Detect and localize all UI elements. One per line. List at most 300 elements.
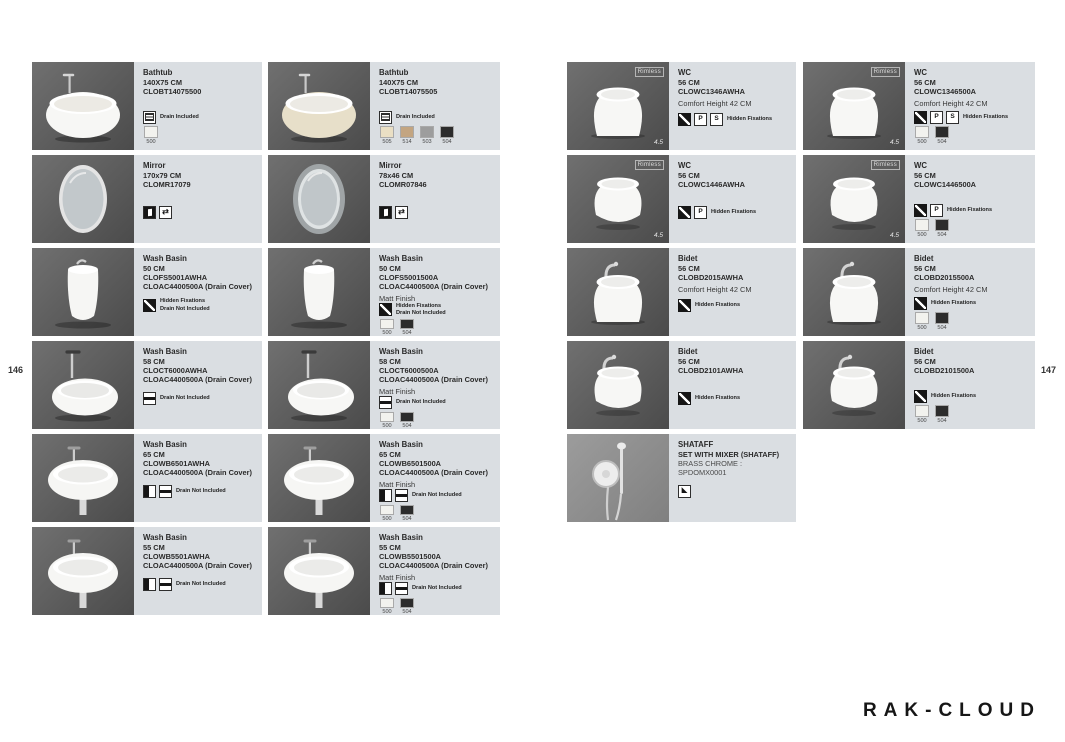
product-photo (567, 341, 669, 429)
swatch-code: 505 (382, 139, 392, 146)
product-column-1 (32, 62, 262, 615)
product-code: CLOBT14075500 (143, 86, 202, 96)
flush-volume-badge: 4.5 (889, 232, 899, 239)
flush-volume-badge: 4.5 (653, 139, 663, 146)
icon-row (678, 206, 707, 219)
product-card (567, 248, 796, 336)
hidden-fixations-icon (914, 111, 927, 124)
product-code: CLOWB5501500A (379, 551, 442, 561)
color-swatches (143, 126, 257, 146)
color-swatch (934, 312, 950, 332)
product-code: CLOBD2101AWHA (678, 365, 744, 375)
icon-labels (695, 302, 740, 308)
swatch-square (380, 319, 394, 329)
color-swatches (914, 126, 1030, 146)
product-photo-illustration (268, 527, 370, 615)
product-size: 58 CM (379, 356, 401, 366)
product-photo-illustration (803, 341, 905, 429)
icon-row (678, 485, 691, 498)
swatch-code: 500 (382, 515, 392, 522)
drain-not-included-icon (395, 582, 408, 595)
product-photo (268, 341, 370, 429)
product-code: CLOFS5001500A (379, 272, 439, 282)
feature-icons (143, 110, 257, 124)
product-photo-illustration (567, 248, 669, 336)
feature-icons (678, 484, 791, 498)
product-photo-illustration (32, 248, 134, 336)
product-code: CLOCT6000500A (379, 365, 439, 375)
rimless-badge: Rimless (871, 67, 900, 77)
product-card (32, 155, 262, 243)
product-card (268, 527, 500, 615)
reversible-icon (395, 206, 408, 219)
color-swatch (399, 598, 415, 615)
product-code: CLOWB6501500A (379, 458, 442, 468)
product-card (567, 62, 796, 150)
product-info (370, 527, 500, 615)
color-swatch (399, 505, 415, 522)
swatch-code: 500 (382, 422, 392, 429)
wall-hung-icon (379, 582, 392, 595)
icon-label: Drain Included (160, 113, 199, 120)
product-info (669, 434, 796, 522)
feature-icons (143, 391, 257, 405)
product-code: CLOAC4400500A (Drain Cover) (143, 374, 252, 384)
feature-icons (379, 582, 495, 596)
product-size: 65 CM (379, 449, 401, 459)
icon-label: Hidden Fixations (931, 392, 977, 399)
product-photo (567, 248, 669, 336)
product-card (567, 155, 796, 243)
product-size: 56 CM (914, 263, 936, 273)
swatch-code: 504 (937, 325, 947, 332)
hidden-fixations-icon (678, 206, 691, 219)
drain-included-icon (143, 111, 156, 124)
product-info (669, 62, 796, 150)
swatch-code: 500 (382, 329, 392, 336)
icon-label: Hidden Fixations (396, 302, 442, 309)
icon-row (143, 299, 156, 312)
icon-labels (947, 207, 992, 213)
product-title: Wash Basin (143, 533, 187, 542)
product-photo-illustration (268, 155, 370, 243)
icon-labels (931, 300, 976, 306)
p-trap-icon (694, 113, 707, 126)
icon-row (379, 582, 408, 595)
product-code: CLOMR07846 (379, 179, 427, 189)
color-swatches (678, 128, 791, 146)
icon-row (379, 111, 392, 124)
finish-note: Matt Finish (379, 572, 416, 582)
product-photo (268, 434, 370, 522)
product-card (567, 341, 796, 429)
wall-hung-icon (143, 578, 156, 591)
product-column-3 (567, 62, 796, 522)
product-size: 56 CM (678, 263, 700, 273)
icon-row (379, 396, 392, 409)
product-subline: SPDOMX0001 (678, 467, 727, 477)
color-swatch (399, 412, 415, 429)
product-card (268, 155, 500, 243)
s-trap-icon (946, 111, 959, 124)
color-swatches (379, 505, 495, 522)
feature-icons (379, 489, 495, 503)
color-swatch (379, 319, 395, 336)
swatch-square (400, 126, 414, 138)
product-card (268, 434, 500, 522)
color-swatches (914, 219, 1030, 239)
product-info (134, 434, 262, 522)
product-title: WC (914, 68, 927, 77)
product-size: 55 CM (143, 542, 165, 552)
product-photo (32, 341, 134, 429)
color-swatches (914, 312, 1030, 332)
swatch-square (380, 126, 394, 138)
product-card (803, 341, 1035, 429)
icon-label: Hidden Fixations (963, 113, 1009, 120)
product-code: CLOAC4400500A (Drain Cover) (379, 281, 488, 291)
product-code: CLOWC1446500A (914, 179, 977, 189)
product-title: Bathtub (143, 68, 173, 77)
icon-label: Hidden Fixations (160, 298, 206, 305)
product-photo (32, 62, 134, 150)
product-photo-illustration (32, 155, 134, 243)
drain-not-included-icon (395, 489, 408, 502)
product-column-2 (268, 62, 500, 615)
product-photo-illustration (268, 62, 370, 150)
product-photo (32, 248, 134, 336)
product-size: 58 CM (143, 356, 165, 366)
icon-labels (396, 399, 446, 405)
color-swatch (934, 405, 950, 425)
product-photo-illustration (32, 62, 134, 150)
feature-icons (143, 205, 257, 219)
icon-labels (412, 585, 462, 591)
product-photo (567, 434, 669, 522)
product-photo (803, 155, 905, 243)
icon-label: Hidden Fixations (727, 115, 773, 122)
feature-icons (143, 298, 257, 312)
swatch-code: 500 (917, 232, 927, 239)
drain-not-included-icon (159, 578, 172, 591)
product-photo (803, 341, 905, 429)
color-swatches (379, 126, 495, 146)
product-card (32, 248, 262, 336)
product-title: Wash Basin (143, 440, 187, 449)
product-title: Bidet (914, 254, 934, 263)
hidden-fixations-icon (678, 392, 691, 405)
swatch-code: 504 (402, 422, 412, 429)
feature-icons (143, 577, 257, 591)
comfort-height-note: Comfort Height 42 CM (678, 98, 752, 108)
feature-icons (914, 296, 1030, 310)
color-swatches (678, 221, 791, 239)
icon-labels (176, 581, 226, 587)
page-number-right: 147 (1040, 365, 1056, 375)
page-number-left: 146 (8, 365, 24, 375)
drain-not-included-icon (159, 485, 172, 498)
product-photo (567, 155, 669, 243)
swatch-code: 500 (917, 139, 927, 146)
product-card (268, 341, 500, 429)
swatch-code: 500 (917, 418, 927, 425)
color-swatch (379, 126, 395, 146)
product-info (370, 434, 500, 522)
drain-not-included-icon (143, 392, 156, 405)
swatch-square (915, 312, 929, 324)
product-title: Mirror (143, 161, 166, 170)
product-code: CLOWC1446AWHA (678, 179, 745, 189)
product-title: Wash Basin (143, 347, 187, 356)
swatch-code: 500 (917, 325, 927, 332)
product-info (669, 155, 796, 243)
swatch-square (400, 412, 414, 422)
hidden-fixations-icon (678, 299, 691, 312)
product-photo-illustration (567, 341, 669, 429)
icon-row (143, 206, 172, 219)
color-swatches (379, 319, 495, 336)
feature-icons (914, 110, 1030, 124)
icon-label: Hidden Fixations (695, 394, 741, 401)
icon-label: Hidden Fixations (711, 208, 757, 215)
wall-hung-icon (143, 485, 156, 498)
brand-logo: RAK-CLOUD (862, 700, 1041, 721)
product-card (32, 62, 262, 150)
product-size: 170x79 CM (143, 170, 182, 180)
color-swatches (379, 412, 495, 429)
swatch-code: 504 (402, 515, 412, 522)
color-swatch (914, 405, 930, 425)
product-photo (32, 527, 134, 615)
product-info (134, 341, 262, 429)
swatch-square (380, 412, 394, 422)
product-photo (32, 434, 134, 522)
hidden-fixations-icon (678, 113, 691, 126)
rimless-badge: Rimless (635, 67, 664, 77)
color-swatches (678, 500, 791, 518)
product-photo (803, 62, 905, 150)
swatch-square (915, 126, 929, 138)
product-photo-illustration (32, 527, 134, 615)
color-swatch (399, 126, 415, 146)
product-code: CLOWB5501AWHA (143, 551, 210, 561)
color-swatch (379, 598, 395, 615)
rimless-badge: Rimless (635, 160, 664, 170)
swatch-code: 514 (402, 139, 412, 146)
color-swatch (379, 505, 395, 522)
product-title: Bidet (914, 347, 934, 356)
swatch-code: 503 (422, 139, 432, 146)
swatch-square (380, 598, 394, 608)
product-subline: BRASS CHROME : (678, 458, 743, 468)
product-title: Wash Basin (379, 347, 423, 356)
product-title: Bidet (678, 347, 698, 356)
feature-icons (914, 389, 1030, 403)
product-title: Wash Basin (379, 533, 423, 542)
icon-labels (176, 488, 226, 494)
product-column-4 (803, 62, 1035, 429)
icon-row (914, 297, 927, 310)
product-title: Mirror (379, 161, 402, 170)
swatch-square (400, 598, 414, 608)
color-swatch (914, 312, 930, 332)
color-swatches (143, 221, 257, 239)
hidden-fixations-icon (379, 303, 392, 316)
s-trap-icon (710, 113, 723, 126)
swatch-code: 500 (146, 139, 156, 146)
product-code: CLOAC4400500A (Drain Cover) (379, 560, 488, 570)
finish-note: Matt Finish (379, 479, 416, 489)
color-swatches (379, 598, 495, 615)
product-code: CLOBT14075505 (379, 86, 438, 96)
product-card (32, 434, 262, 522)
icon-row (678, 113, 723, 126)
finish-note: Matt Finish (379, 386, 416, 396)
product-card (803, 248, 1035, 336)
product-code: CLOWB6501AWHA (143, 458, 210, 468)
color-swatches (143, 407, 257, 425)
icon-label: Hidden Fixations (695, 301, 741, 308)
product-title: SHATAFF (678, 440, 714, 449)
product-code: CLOAC4400500A (Drain Cover) (379, 467, 488, 477)
swatch-square (420, 126, 434, 138)
product-info (905, 62, 1035, 150)
p-trap-icon (930, 111, 943, 124)
comfort-height-note: Comfort Height 42 CM (678, 284, 752, 294)
icon-label: Drain Not Included (412, 492, 462, 499)
color-swatch (914, 126, 930, 146)
wall-hung-icon (379, 489, 392, 502)
hidden-fixations-icon (914, 297, 927, 310)
reversible-icon (159, 206, 172, 219)
product-photo-illustration (803, 248, 905, 336)
product-card (567, 434, 796, 522)
icon-label: Drain Not Included (412, 585, 462, 592)
product-card (803, 155, 1035, 243)
feature-icons (914, 203, 1030, 217)
icon-label: Drain Not Included (176, 580, 226, 587)
color-swatch (143, 126, 159, 146)
product-code: CLOWC1346AWHA (678, 86, 745, 96)
wall-mirror-icon (379, 206, 392, 219)
product-title: Wash Basin (143, 254, 187, 263)
swatch-code: 504 (937, 139, 947, 146)
swatch-code: 504 (937, 418, 947, 425)
swatch-code: 504 (402, 329, 412, 336)
product-photo-illustration (567, 434, 669, 522)
icon-labels (727, 116, 772, 122)
flush-volume-badge: 4.5 (653, 232, 663, 239)
product-info (905, 155, 1035, 243)
color-swatches (678, 314, 791, 332)
flush-volume-badge: 4.5 (889, 139, 899, 146)
product-size: 56 CM (678, 170, 700, 180)
icon-row (914, 204, 943, 217)
swatch-square (440, 126, 454, 138)
product-code: CLOAC4400500A (Drain Cover) (143, 467, 252, 477)
feature-icons (379, 205, 495, 219)
icon-labels (711, 209, 756, 215)
icon-label: Drain Not Included (176, 487, 226, 494)
color-swatches (143, 500, 257, 518)
product-photo-illustration (268, 434, 370, 522)
product-info (134, 155, 262, 243)
hidden-fixations-icon (143, 299, 156, 312)
product-photo-illustration (268, 248, 370, 336)
swatch-square (144, 126, 158, 138)
wall-mirror-icon (143, 206, 156, 219)
product-size: 56 CM (914, 356, 936, 366)
product-photo-illustration (32, 341, 134, 429)
product-photo (567, 62, 669, 150)
swatch-code: 504 (402, 608, 412, 615)
product-code: CLOMR17079 (143, 179, 191, 189)
swatch-square (400, 505, 414, 515)
product-size: 55 CM (379, 542, 401, 552)
icon-row (678, 392, 691, 405)
swatch-square (935, 312, 949, 324)
feature-icons (379, 303, 495, 317)
feature-icons (379, 396, 495, 410)
icon-labels (160, 114, 199, 120)
product-size: 140X75 CM (379, 77, 419, 87)
product-info (370, 155, 500, 243)
feature-icons (678, 298, 791, 312)
product-code: CLOFS5001AWHA (143, 272, 208, 282)
product-card (803, 62, 1035, 150)
color-swatch (439, 126, 455, 146)
icon-row (143, 485, 172, 498)
comfort-height-note: Comfort Height 42 CM (914, 284, 988, 294)
icon-row (379, 303, 392, 316)
product-size: 50 CM (379, 263, 401, 273)
icon-label: Drain Included (396, 113, 435, 120)
feature-icons (678, 112, 791, 126)
product-size: 140X75 CM (143, 77, 183, 87)
icon-labels (396, 303, 446, 317)
icon-row (379, 206, 408, 219)
product-title: Bidet (678, 254, 698, 263)
color-swatches (914, 405, 1030, 425)
product-title: Wash Basin (379, 254, 423, 263)
swatch-square (915, 219, 929, 231)
swatch-square (915, 405, 929, 417)
icon-row (914, 390, 927, 403)
swatch-square (380, 505, 394, 515)
feature-icons (678, 205, 791, 219)
product-size: 56 CM (678, 77, 700, 87)
product-card (32, 341, 262, 429)
drain-not-included-icon (379, 396, 392, 409)
drain-included-icon (379, 111, 392, 124)
product-info (370, 248, 500, 336)
icon-labels (963, 114, 1008, 120)
color-swatch (379, 412, 395, 429)
swatch-code: 504 (442, 139, 452, 146)
product-info (905, 341, 1035, 429)
p-trap-icon (694, 206, 707, 219)
finish-note: Matt Finish (379, 293, 416, 303)
product-size: 50 CM (143, 263, 165, 273)
icon-label: Hidden Fixations (931, 299, 977, 306)
feature-icons (379, 110, 495, 124)
product-photo (803, 248, 905, 336)
swatch-square (935, 219, 949, 231)
product-title: WC (678, 161, 691, 170)
product-size: 56 CM (914, 77, 936, 87)
feature-icons (143, 484, 257, 498)
icon-label: Drain Not Included (160, 394, 210, 401)
